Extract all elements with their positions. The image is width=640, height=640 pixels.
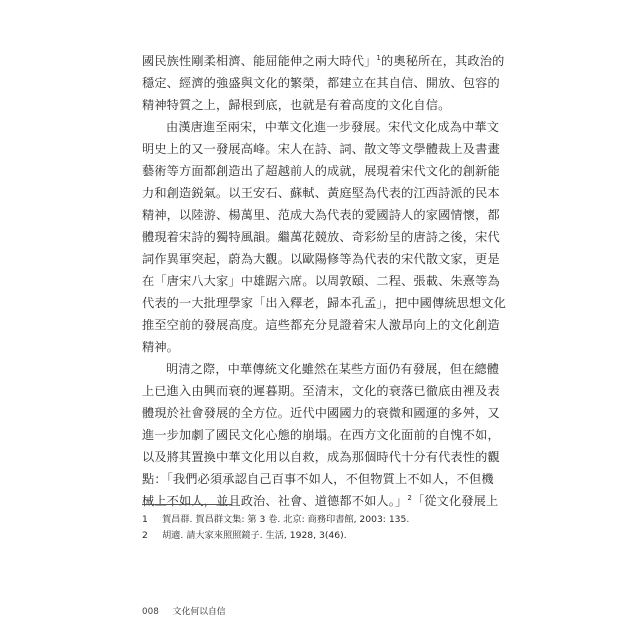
text-line-20: 點：「我們必須承認自己百事不如人，不但物質上不如人，不但機 [142, 472, 494, 486]
text-line-14: 精神。 [142, 340, 180, 354]
text-line-16: 上已進入由興而衰的遲暮期。至清末，文化的衰落已徹底由裡及表 [142, 384, 500, 398]
text-line-9: 體現着宋詩的獨特風韻。繼萬花競放、奇彩紛呈的唐詩之後，宋代 [142, 230, 500, 244]
footnote-2 [142, 528, 498, 544]
text-line-4: 由漢唐進至兩宋，中華文化進一步發展。宋代文化成為中華文 [166, 120, 500, 134]
footnote-number: 1 [142, 514, 148, 525]
text-line-15: 明清之際，中華傳統文化雖然在某些方面仍有發展，但在總體 [166, 362, 500, 376]
text-line-5: 明史上的又一發展高峰。宋人在詩、詞、散文等文學體裁上及書畫 [142, 142, 500, 156]
footnote-number: 2 [142, 530, 148, 541]
text-line-1: 國民族性剛柔相濟、能屈能伸之兩大時代」$^1$的奧秘所在，其政治的 [142, 53, 505, 68]
text-line-21: 械上不如人，並且政治、社會、道德都不如人。」$^2$「從文化發展上 [142, 493, 499, 508]
running-title: 文化何以自信 [172, 607, 226, 617]
footnote-divider [142, 504, 232, 505]
footnote-text: 賀昌群. 賀昌群文集: 第 3 卷. 北京: 商務印書館, 2003: 135. [162, 514, 410, 525]
text-line-8: 精神，以陸游、楊萬里、范成大為代表的愛國詩人的家國情懷，都 [142, 208, 500, 222]
body-text [142, 50, 507, 512]
footnote-ref-2[interactable]: 2 [407, 493, 412, 502]
text-line-17: 體現於社會發展的全方位。近代中國國力的衰微和國運的多舛，又 [142, 406, 500, 420]
page-footer [142, 604, 226, 617]
text-line-7: 力和創造鋭氣。以王安石、蘇軾、黃庭堅為代表的江西詩派的民本 [142, 186, 500, 200]
footnote-ref-1[interactable]: 1 [376, 53, 382, 62]
footnote-1 [142, 512, 498, 528]
footnotes [142, 512, 498, 544]
page-number: 008 [142, 607, 159, 617]
footnote-text: 胡適. 請大家來照照鏡子. 生活, 1928, 3(46). [162, 530, 347, 541]
text-line-13: 推至空前的發展高度。這些都充分見證着宋人激昂向上的文化創造 [142, 318, 500, 332]
text-line-3: 精神特質之上，歸根到底，也就是有着高度的文化自信。 [142, 98, 451, 112]
text-line-11: 在「唐宋八大家」中雄踞六席。以周敦頤、二程、張載、朱熹等為 [142, 274, 500, 288]
text-line-12: 代表的一大批理學家「出入釋老，歸本孔孟」，把中國傳統思想文化 [142, 296, 507, 310]
text-line-18: 進一步加劇了國民文化心態的崩塌。在西方文化面前的自愧不如， [142, 428, 500, 442]
text-line-19: 以及將其置換中華文化用以自救，成為那個時代十分有代表性的觀 [142, 450, 500, 464]
text-line-2: 穩定、經濟的強盛與文化的繁榮，都建立在其自信、開放、包容的 [142, 76, 500, 90]
text-line-6: 藝術等方面都創造出了超越前人的成就，展現着宋代文化的創新能 [142, 164, 500, 178]
text-line-10: 詞作異軍突起，蔚為大觀。以歐陽修等為代表的宋代散文家，更是 [142, 252, 500, 266]
